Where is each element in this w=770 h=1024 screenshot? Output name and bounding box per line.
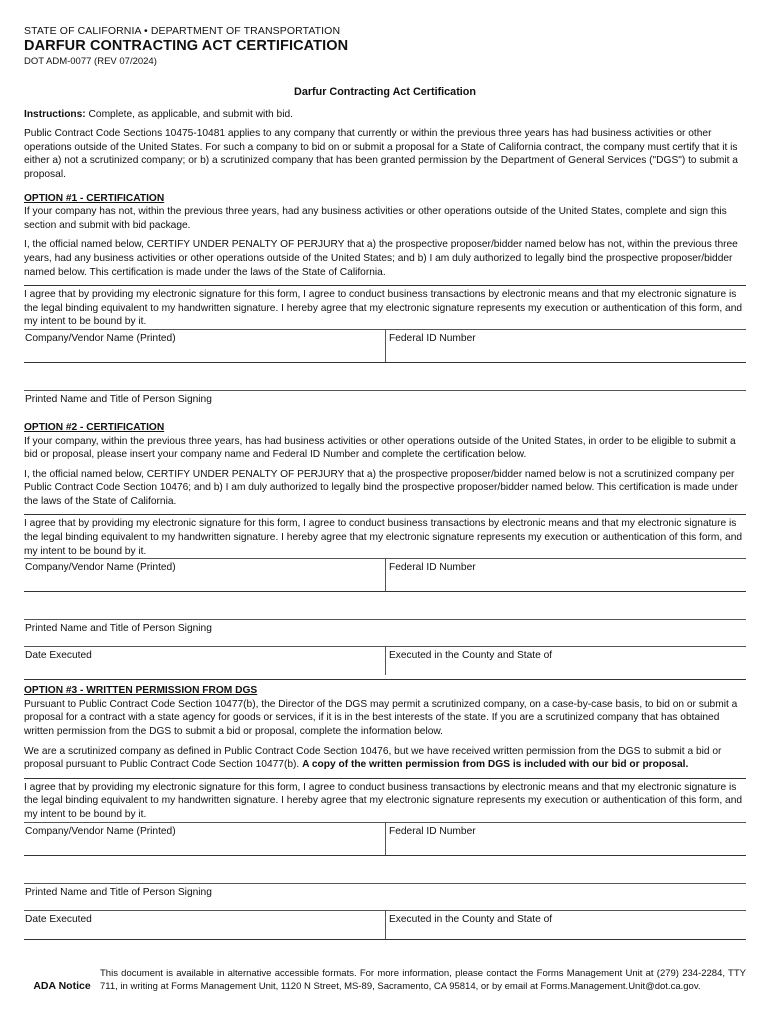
option3-statement	[24, 745, 746, 772]
option1-company-field[interactable]	[24, 330, 386, 362]
option3-signer-label: Printed Name and Title of Person Signing	[25, 886, 212, 898]
option3-county-label: Executed in the County and State of	[389, 913, 553, 925]
option3-company-label: Company/Vendor Name (Printed)	[25, 825, 176, 837]
option3-company-field[interactable]	[24, 823, 386, 855]
form-title: DARFUR CONTRACTING ACT CERTIFICATION	[24, 38, 349, 54]
option1-company-row	[24, 329, 746, 362]
option3-signer-row[interactable]	[24, 883, 746, 910]
option2-county-label: Executed in the County and State of	[389, 650, 553, 662]
option2-company-label: Company/Vendor Name (Printed)	[25, 562, 176, 574]
option1-signer-label: Printed Name and Title of Person Signing	[25, 393, 212, 405]
option3-date-field[interactable]	[24, 911, 386, 939]
option2-county-field[interactable]	[386, 647, 746, 675]
option3-description: Pursuant to Public Contract Code Section 10477(b), the Director of the DGS may permit a scrutinized company, on a case-by-case basis, to bid on or submit a proposal for a contract with a state agency for goods or services, if it is in the best interests of the state. If you are a scrutinized company that has obtained written permission from the DGS to submit a bid or proposal, complete the information below.	[24, 698, 738, 738]
option2-signer-label: Printed Name and Title of Person Signing	[25, 623, 212, 635]
option3-esign-agreement: I agree that by providing my electronic signature for this form, I agree to conduct business transactions by electronic means and that my electronic signature is the legal binding equivalent to my handwritten signature. I hereby agree that my electronic signature represents my execution or authentication of this form, and my intent to be bound by it.	[24, 778, 746, 822]
option3-company-row	[24, 822, 746, 855]
option3-statement-bold: A copy of the written permission from DGS is included with our bid or proposal.	[302, 759, 689, 771]
option2-esign-agreement: I agree that by providing my electronic signature for this form, I agree to conduct business transactions by electronic means and that my electronic signature is the legal binding equivalent to my handwritten signature. I hereby agree that my electronic signature represents my execution or authentication of this form, and my intent to be bound by it.	[24, 514, 746, 558]
instructions-text: Complete, as applicable, and submit with bid.	[88, 108, 293, 120]
instructions	[24, 108, 746, 122]
option2-company-row	[24, 558, 746, 591]
form-number: DOT ADM-0077 (REV 07/2024)	[24, 56, 157, 67]
ada-notice-label: ADA Notice	[33, 980, 91, 992]
option1-certification: I, the official named below, CERTIFY UNDER PENALTY OF PERJURY that a) the prospective proposer/bidder named below has not, within the previous three years, had any business activities or other operations outside of the United States; and b) I am duly authorized to legally bind the prospective proposer/bidder named below. This certification is made under the laws of the State of California.	[24, 239, 738, 278]
option2-company-field[interactable]	[24, 559, 386, 591]
option2-signature-field[interactable]	[24, 591, 746, 619]
option2-date-row	[24, 646, 746, 675]
ada-notice	[24, 968, 746, 993]
instructions-label: Instructions:	[24, 108, 86, 120]
option1-esign-agreement: I agree that by providing my electronic signature for this form, I agree to conduct business transactions by electronic means and that my electronic signature is the legal binding equivalent to my handwritten signature. I hereby agree that my electronic signature represents my execution or authentication of this form, and my intent to be bound by it.	[24, 285, 746, 329]
ada-notice-text: This document is available in alternative accessible formats. For more information, please contact the Forms Management Unit at (279) 234-2284, TTY 711, in writing at Forms Management Unit, 1120 N Street, MS-89, Sacramento, CA 95814, or by email at Forms.Management.Unit@dot.ca.gov.	[100, 968, 746, 992]
option1-heading: OPTION #1 - CERTIFICATION	[24, 192, 165, 204]
option1-description: If your company has not, within the previous three years, had any business activities or other operations outside of the United States, complete and sign this section and submit with bid package.	[24, 206, 727, 231]
option1-federal-id-field[interactable]	[386, 330, 746, 362]
option3-statement-text: We are a scrutinized company as defined in Public Contract Code Section 10476, but we have received written permission from the DGS to submit a bid or proposal pursuant to Public Contract Code Section 10477(b).	[24, 745, 722, 771]
option1-signer-row[interactable]	[24, 390, 746, 413]
option3-signature-field[interactable]	[24, 855, 746, 883]
option3-federal-id-field[interactable]	[386, 823, 746, 855]
option2-certification: I, the official named below, CERTIFY UNDER PENALTY OF PERJURY that a) the prospective proposer/bidder named below is not a scrutinized company per Public Contract Code Section 10476; and b) I am duly authorized to legally bind the prospective proposer/bidder named below. This certification is made under the laws of the State of California.	[24, 468, 738, 507]
option2-date-field[interactable]	[24, 647, 386, 675]
option3-county-field[interactable]	[386, 911, 746, 939]
form-body	[24, 86, 746, 940]
option2-signer-row[interactable]	[24, 619, 746, 646]
option3-heading: OPTION #3 - WRITTEN PERMISSION FROM DGS	[24, 679, 746, 698]
option2-federal-id-field[interactable]	[386, 559, 746, 591]
section-title: Darfur Contracting Act Certification	[294, 86, 476, 98]
option3-federal-id-label: Federal ID Number	[389, 825, 476, 837]
option2-federal-id-label: Federal ID Number	[389, 562, 476, 574]
agency-header: STATE OF CALIFORNIA • DEPARTMENT OF TRANSPORTATION	[24, 25, 341, 37]
option1-signature-field[interactable]	[24, 362, 746, 390]
option2-heading: OPTION #2 - CERTIFICATION	[24, 421, 165, 433]
option1-company-label: Company/Vendor Name (Printed)	[25, 332, 176, 344]
option3-date-label: Date Executed	[25, 913, 92, 925]
option3-date-row	[24, 910, 746, 940]
option2-date-label: Date Executed	[25, 650, 92, 662]
intro-paragraph: Public Contract Code Sections 10475-10481 applies to any company that currently or within the previous three years has had business activities or other operations outside of the United States. For such a company to bid on or submit a proposal for a State of California contract, the company must certify that it is either a) not a scrutinized company; or b) a scrutinized company that has been granted permission by the Department of General Services ("DGS") to submit a proposal.	[24, 128, 738, 180]
option1-federal-id-label: Federal ID Number	[389, 332, 476, 344]
option2-description: If your company, within the previous three years, has had business activities or other operations outside of the United States, in order to be eligible to submit a bid or proposal, please insert your company name and Federal ID Number and complete the certification below.	[24, 435, 736, 461]
